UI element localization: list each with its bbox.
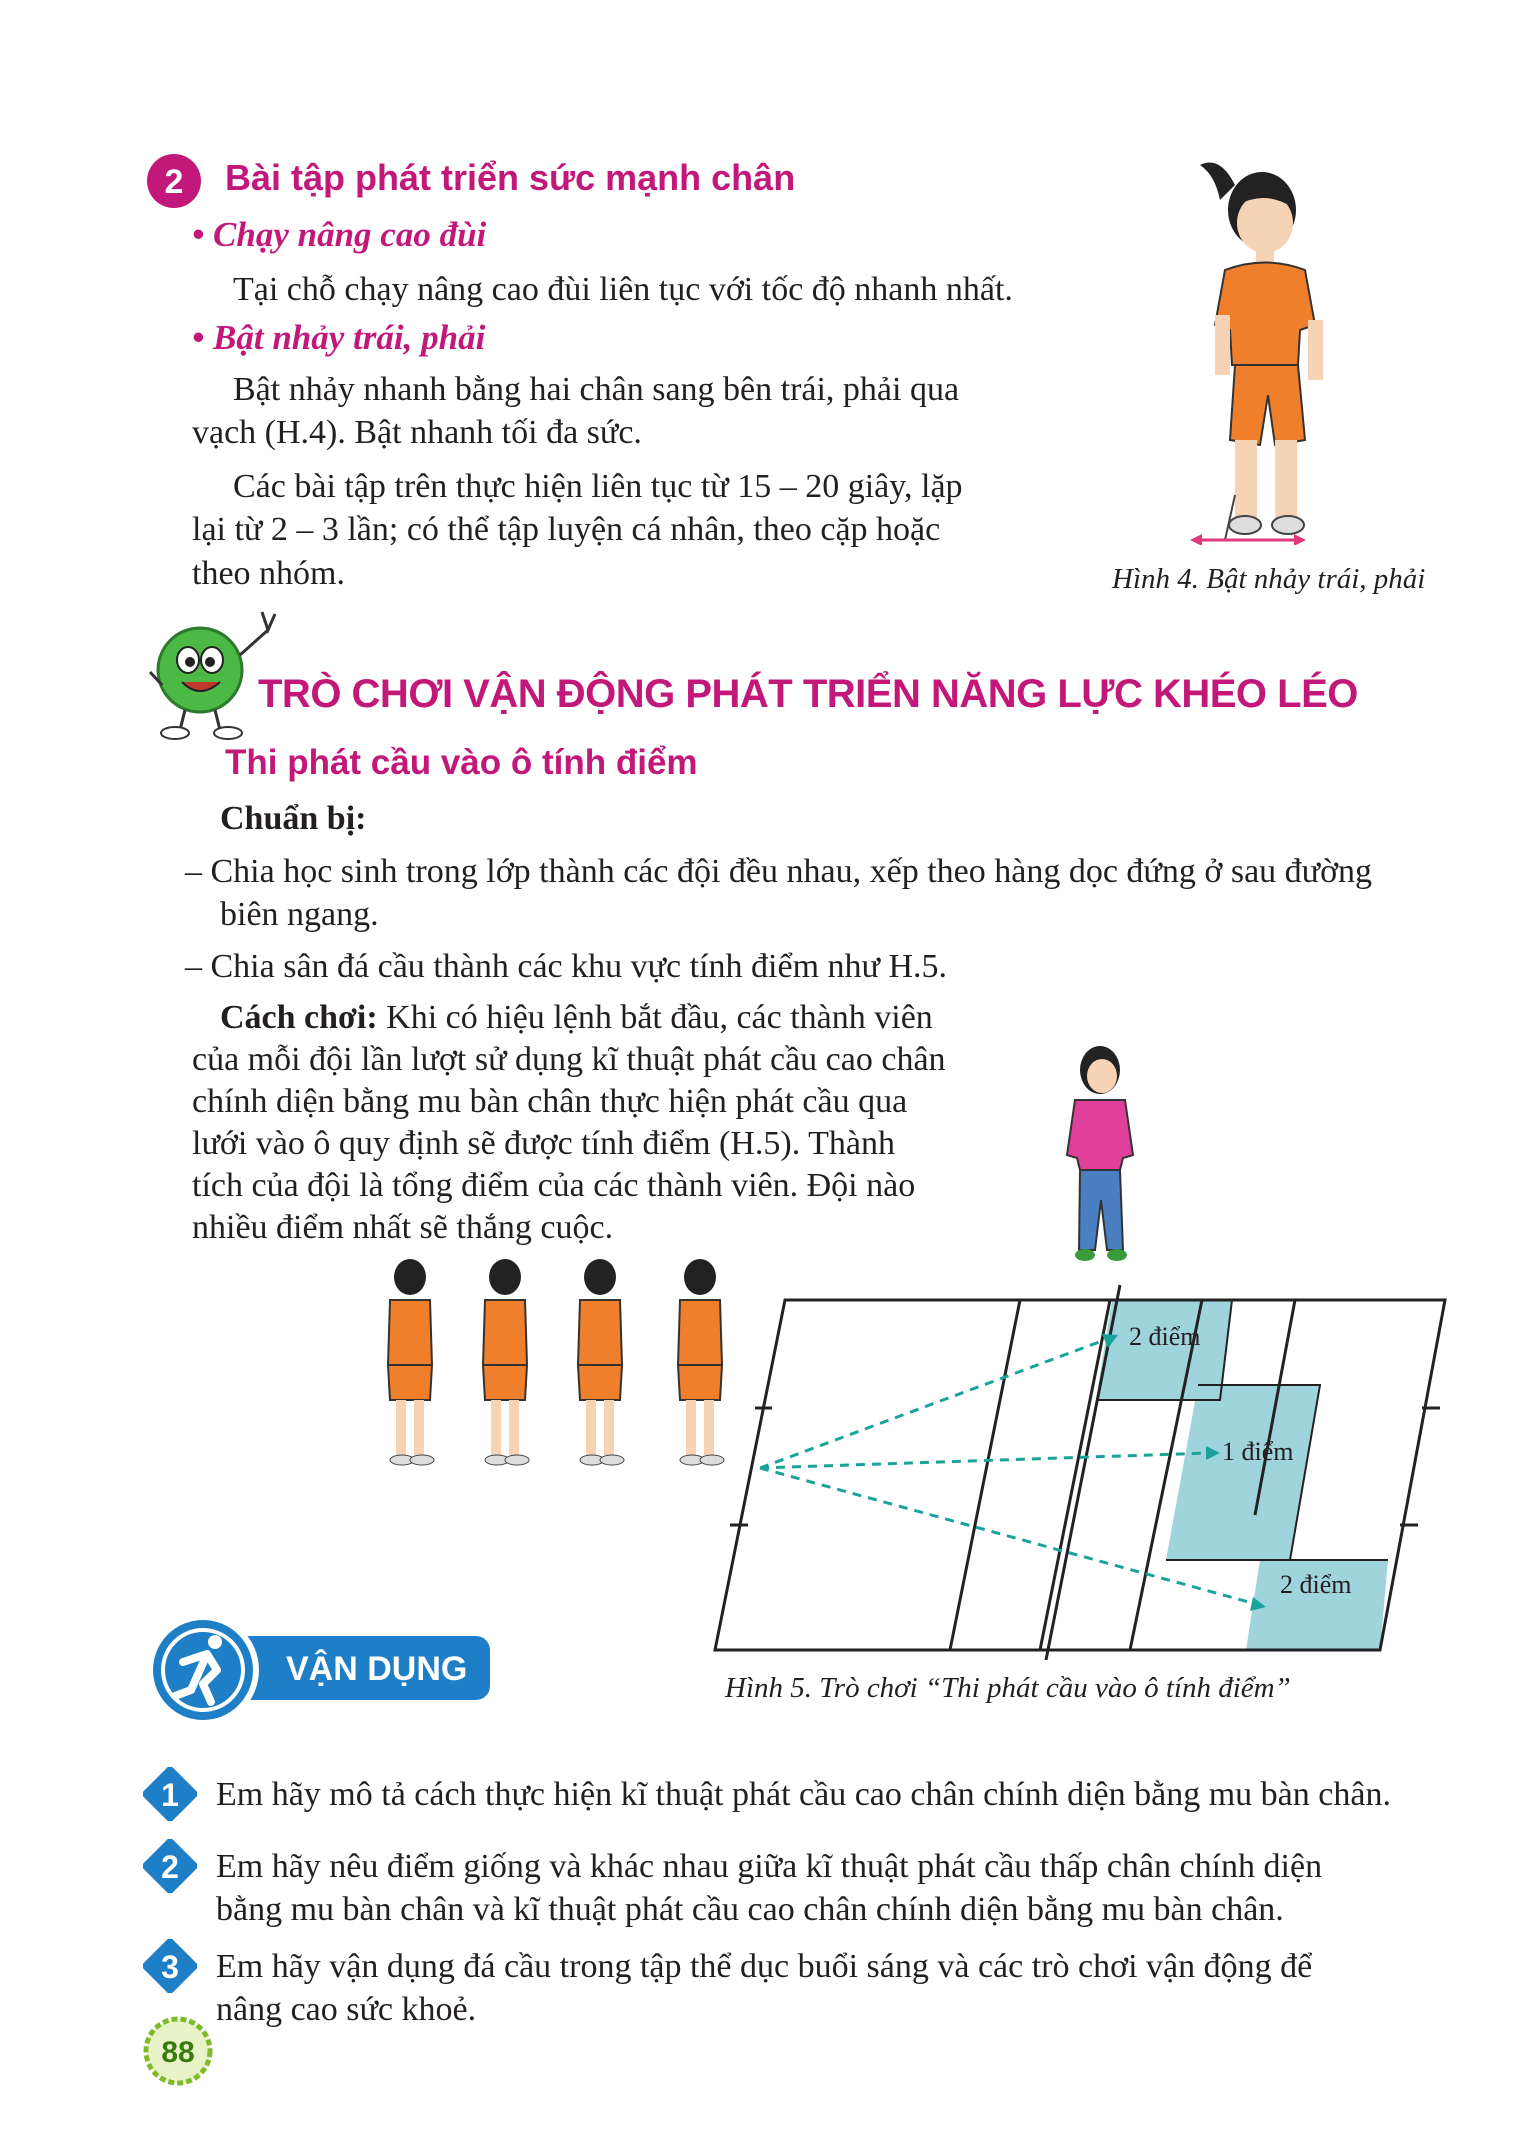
jumping-girl-illustration — [1180, 155, 1360, 545]
game-heading: TRÒ CHƠI VẬN ĐỘNG PHÁT TRIỂN NĂNG LỰC KHÉO LÉO — [258, 672, 1358, 716]
figure4-caption: Hình 4. Bật nhảy trái, phải — [1112, 563, 1426, 595]
para-line1: Các bài tập trên thực hiện liên tục từ 15 – 20 giây, lặp — [233, 468, 963, 505]
svg-text:2: 2 — [164, 163, 184, 201]
bullet-title-1: • Chạy nâng cao đùi — [192, 215, 487, 254]
bullet-text-1: Tại chỗ chạy nâng cao đùi liên tục với tốc độ nhanh nhất. — [233, 271, 1013, 308]
students-illustration — [370, 1255, 750, 1475]
bullet-text-2-line2: vạch (H.4). Bật nhanh tối đa sức. — [192, 414, 642, 451]
question-3-badge — [143, 1939, 197, 1993]
teacher-illustration — [1045, 1040, 1155, 1270]
howto-line5: tích của đội là tổng điểm của các thành viên. Đội nào — [192, 1167, 916, 1204]
section-number-badge — [146, 153, 202, 209]
bullet-title-2: • Bật nhảy trái, phải — [192, 318, 486, 357]
howto-line1: Cách chơi: Khi có hiệu lệnh bắt đầu, các thành viên — [220, 999, 933, 1036]
question-1-badge — [143, 1767, 197, 1821]
game-subtitle: Thi phát cầu vào ô tính điểm — [225, 743, 698, 782]
question-2-line2: bằng mu bàn chân và kĩ thuật phát cầu cao chân chính diện bằng mu bàn chân. — [216, 1891, 1284, 1928]
page-number-badge — [143, 2016, 213, 2086]
apply-label: VẬN DỤNG — [286, 1650, 468, 1688]
svg-text:2: 2 — [161, 1849, 179, 1885]
prep-item1-line2: biên ngang. — [220, 896, 379, 933]
howto-line6: nhiều điểm nhất sẽ thắng cuộc. — [192, 1209, 614, 1246]
zone-1-points — [1166, 1385, 1320, 1560]
runner-icon — [145, 1612, 261, 1728]
zone-label-bottom: 2 điểm — [1280, 1570, 1352, 1599]
howto-line3: chính diện bằng mu bàn chân thực hiện phát cầu qua — [192, 1083, 908, 1120]
question-2-line1: Em hãy nêu điểm giống và khác nhau giữa kĩ thuật phát cầu thấp chân chính diện — [216, 1848, 1323, 1885]
question-3-line1: Em hãy vận dụng đá cầu trong tập thể dục buổi sáng và các trò chơi vận động để — [216, 1948, 1313, 1985]
prep-item2: – Chia sân đá cầu thành các khu vực tính điểm như H.5. — [185, 948, 947, 985]
court-diagram — [700, 1270, 1460, 1660]
howto-line2: của mỗi đội lần lượt sử dụng kĩ thuật phát cầu cao chân — [192, 1041, 946, 1078]
bullet-text-2-line1: Bật nhảy nhanh bằng hai chân sang bên trái, phải qua — [233, 371, 960, 408]
svg-text:1: 1 — [161, 1777, 179, 1813]
question-3-line2: nâng cao sức khoẻ. — [216, 1991, 477, 2028]
prep-item1-line1: – Chia học sinh trong lớp thành các đội đều nhau, xếp theo hàng dọc đứng ở sau đường — [185, 853, 1373, 890]
question-1: Em hãy mô tả cách thực hiện kĩ thuật phát cầu cao chân chính diện bằng mu bàn chân. — [216, 1776, 1391, 1813]
zone-label-top: 2 điểm — [1129, 1322, 1201, 1351]
section-title: Bài tập phát triển sức mạnh chân — [225, 157, 796, 198]
para-line3: theo nhóm. — [192, 555, 345, 592]
para-line2: lại từ 2 – 3 lần; có thể tập luyện cá nhân, theo cặp hoặc — [192, 511, 941, 548]
prep-label: Chuẩn bị: — [220, 800, 367, 837]
svg-text:88: 88 — [161, 2036, 195, 2069]
howto-label: Cách chơi: — [220, 999, 378, 1036]
question-2-badge — [143, 1839, 197, 1893]
figure5-caption: Hình 5. Trò chơi “Thi phát cầu vào ô tính điểm” — [725, 1672, 1291, 1704]
svg-text:3: 3 — [161, 1949, 179, 1985]
howto-line4: lưới vào ô quy định sẽ được tính điểm (H.5). Thành — [192, 1125, 895, 1162]
zone-label-mid: 1 điểm — [1222, 1437, 1294, 1466]
